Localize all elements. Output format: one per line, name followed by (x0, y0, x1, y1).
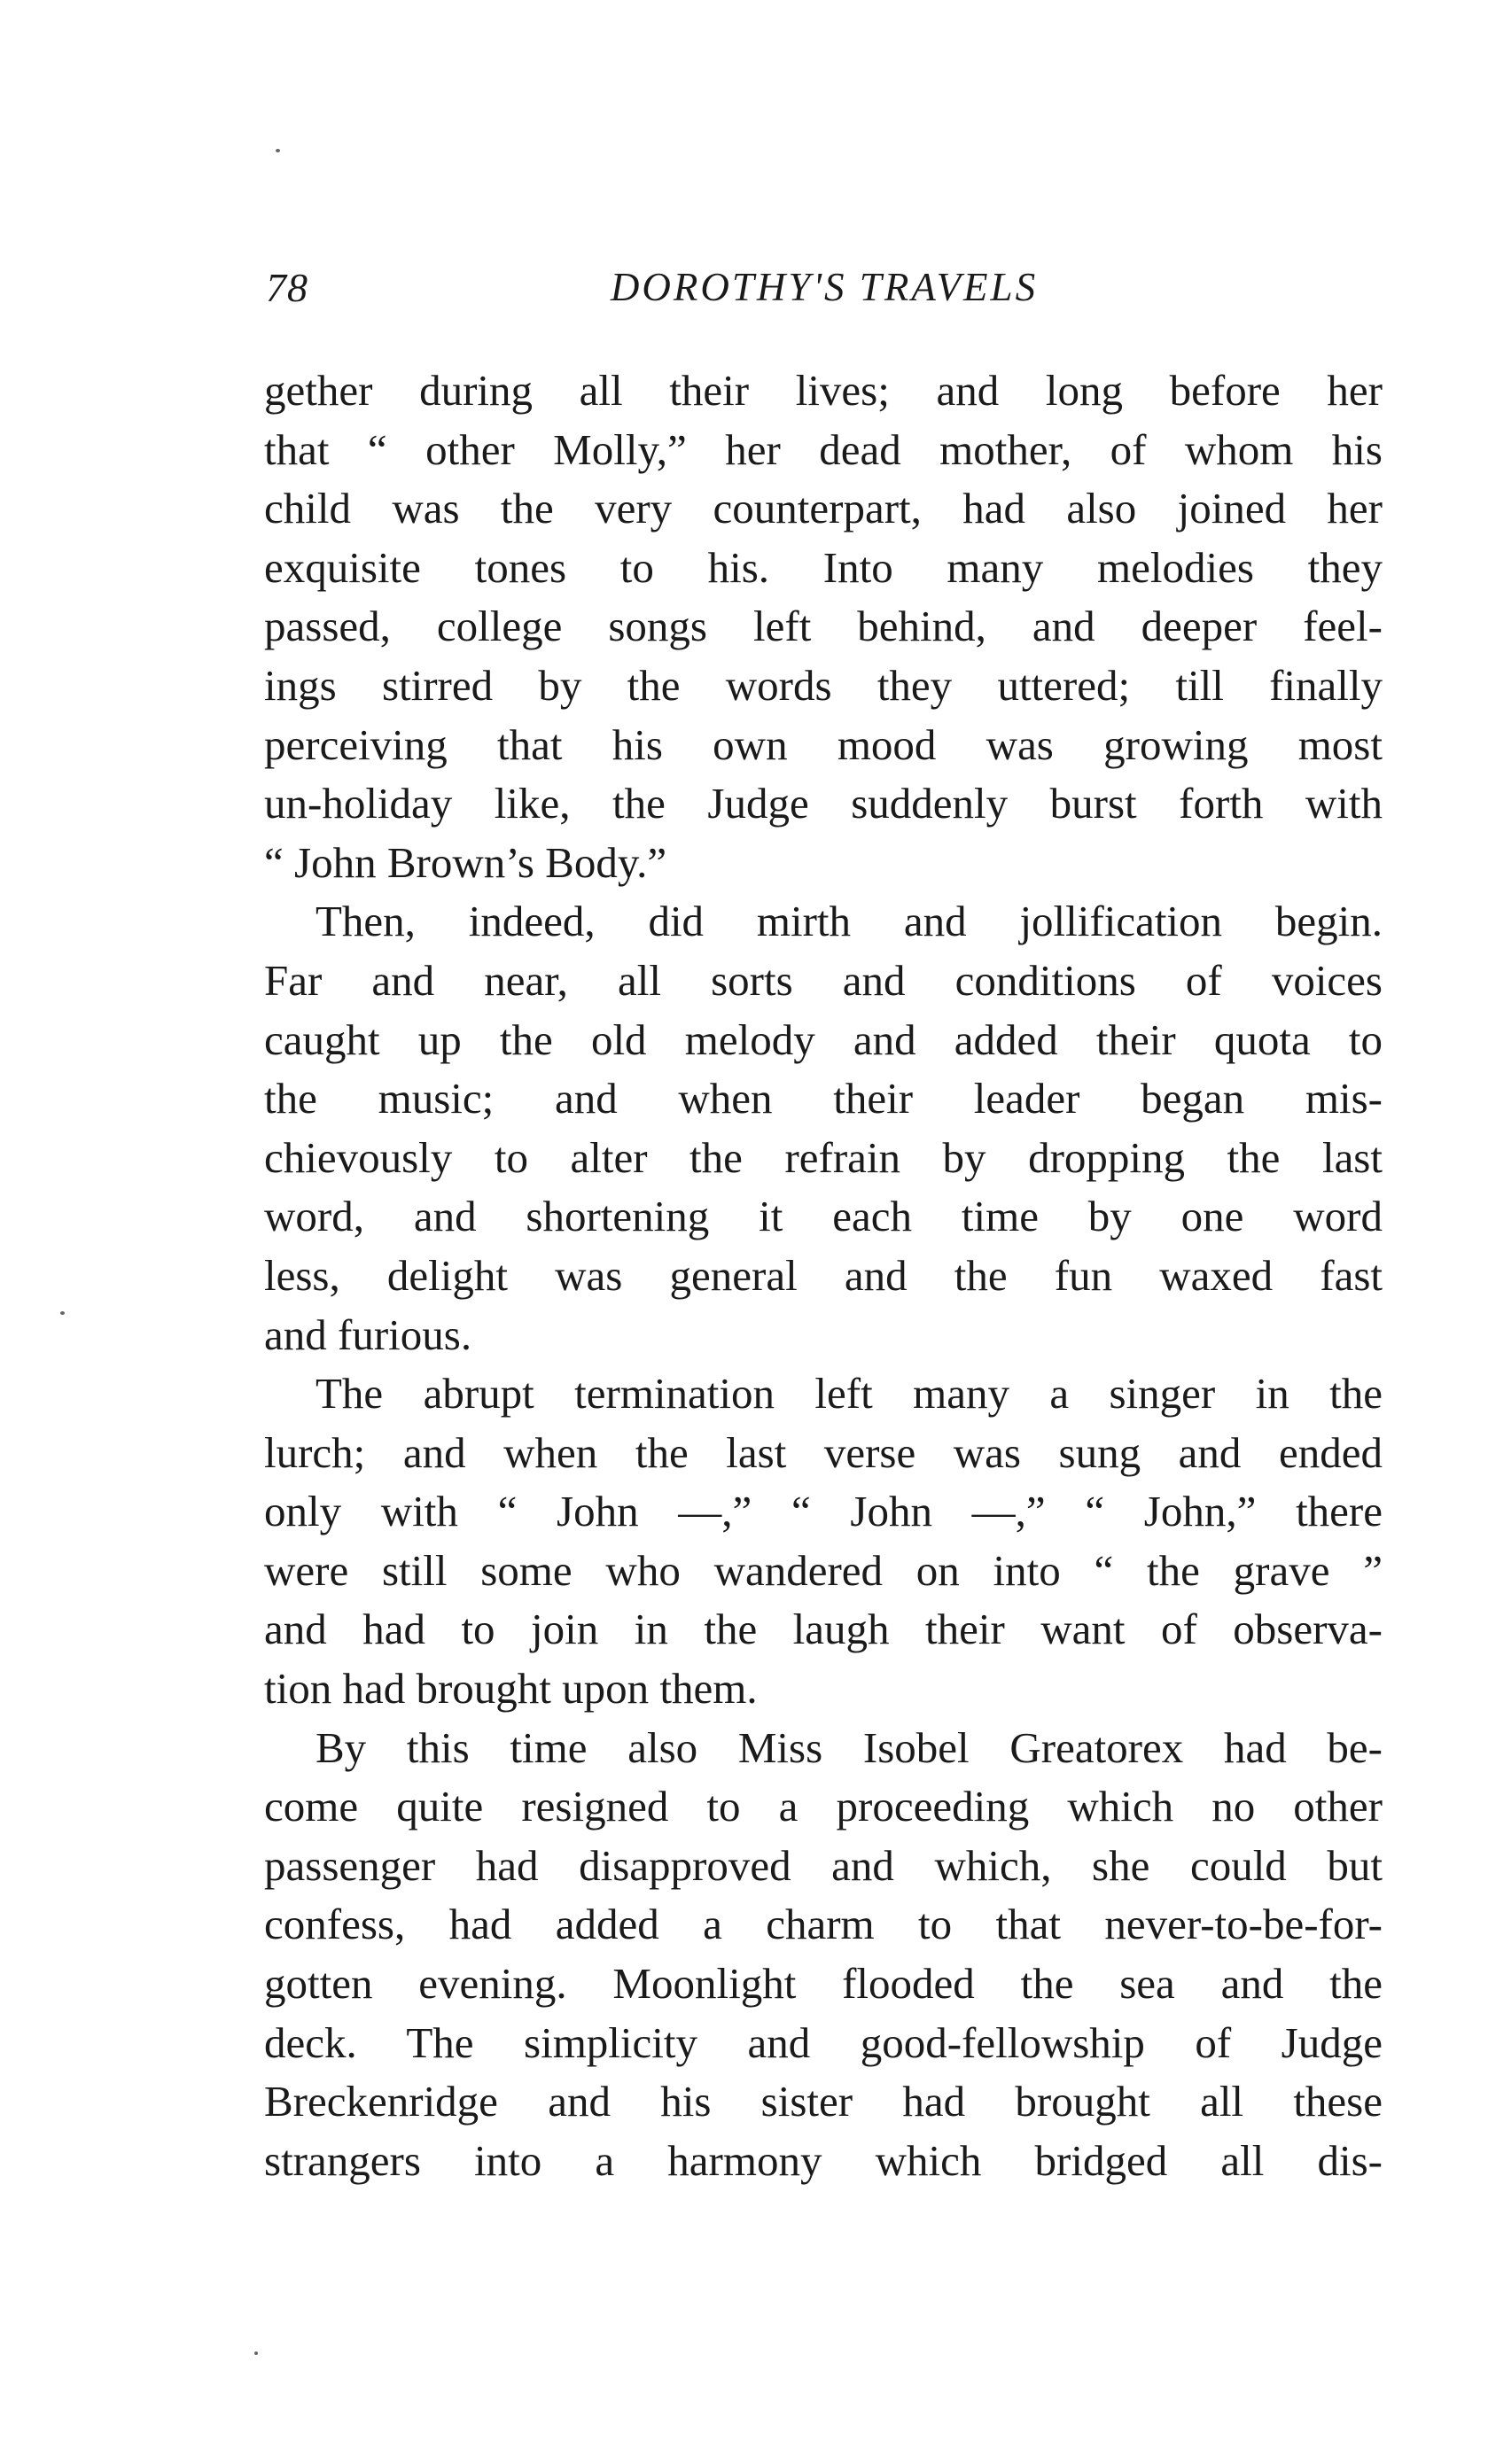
text-line: gotten evening. Moonlight flooded the sea and the (264, 1959, 1383, 2009)
text-line: strangers into a harmony which bridged all dis- (264, 2135, 1383, 2185)
text-line: chievously to alter the refrain by dropping the last (264, 1132, 1383, 1182)
text-line: un-holiday like, the Judge suddenly burst forth with (264, 779, 1383, 828)
paragraph (264, 361, 1383, 892)
text-line: Then, indeed, did mirth and jollification begin. (316, 897, 1383, 946)
text-line: ings stirred by the words they uttered; till finally (264, 660, 1383, 710)
text-line: the music; and when their leader began mis- (264, 1074, 1383, 1123)
scan-speck (60, 1311, 65, 1315)
text-line: come quite resigned to a proceeding which no other (264, 1782, 1383, 1831)
text-line: that “ other Molly,” her dead mother, of whom his (264, 424, 1383, 474)
text-line: By this time also Miss Isobel Greatorex had be- (316, 1722, 1383, 1772)
page-header (266, 264, 1383, 326)
scan-speck (254, 2351, 258, 2355)
text-line: passenger had disapproved and which, she could but (264, 1840, 1383, 1890)
text-line: Breckenridge and his sister had brought all these (264, 2077, 1383, 2126)
text-line: The abrupt termination left many a singer in the (316, 1369, 1383, 1419)
text-line: confess, had added a charm to that never-to-be-for- (264, 1900, 1383, 1949)
text-line: word, and shortening it each time by one word (264, 1192, 1383, 1241)
text-line: lurch; and when the last verse was sung and ended (264, 1427, 1383, 1477)
text-line: perceiving that his own mood was growing most (264, 719, 1383, 769)
text-line: tion had brought upon them. (264, 1664, 758, 1714)
text-line: only with “ John —,” “ John —,” “ John,” there (264, 1487, 1383, 1536)
text-line: deck. The simplicity and good-fellowship of Judge (264, 2017, 1383, 2067)
text-line: and had to join in the laugh their want of observa- (264, 1605, 1383, 1654)
text-line: Far and near, all sorts and conditions of voices (264, 955, 1383, 1005)
paragraph (264, 1364, 1383, 1719)
text-line: caught up the old melody and added their quota to (264, 1014, 1383, 1064)
text-line: passed, college songs left behind, and deeper feel- (264, 602, 1383, 651)
body-text (264, 361, 1383, 2190)
text-line: less, delight was general and the fun waxed fast (264, 1250, 1383, 1300)
text-line: were still some who wandered on into “ the grave ” (264, 1545, 1383, 1595)
scan-speck (276, 149, 280, 152)
paragraph (264, 892, 1383, 1364)
paragraph (264, 1719, 1383, 2191)
running-title: DOROTHY'S TRAVELS (610, 265, 1039, 309)
page-number: 78 (266, 265, 308, 310)
text-line: “ John Brown’s Body.” (264, 837, 667, 887)
text-line: gether during all their lives; and long before her (264, 366, 1383, 415)
text-line: exquisite tones to his. Into many melodies they (264, 542, 1383, 592)
text-line: child was the very counterpart, had also joined her (264, 484, 1383, 533)
text-line: and furious. (264, 1310, 472, 1359)
